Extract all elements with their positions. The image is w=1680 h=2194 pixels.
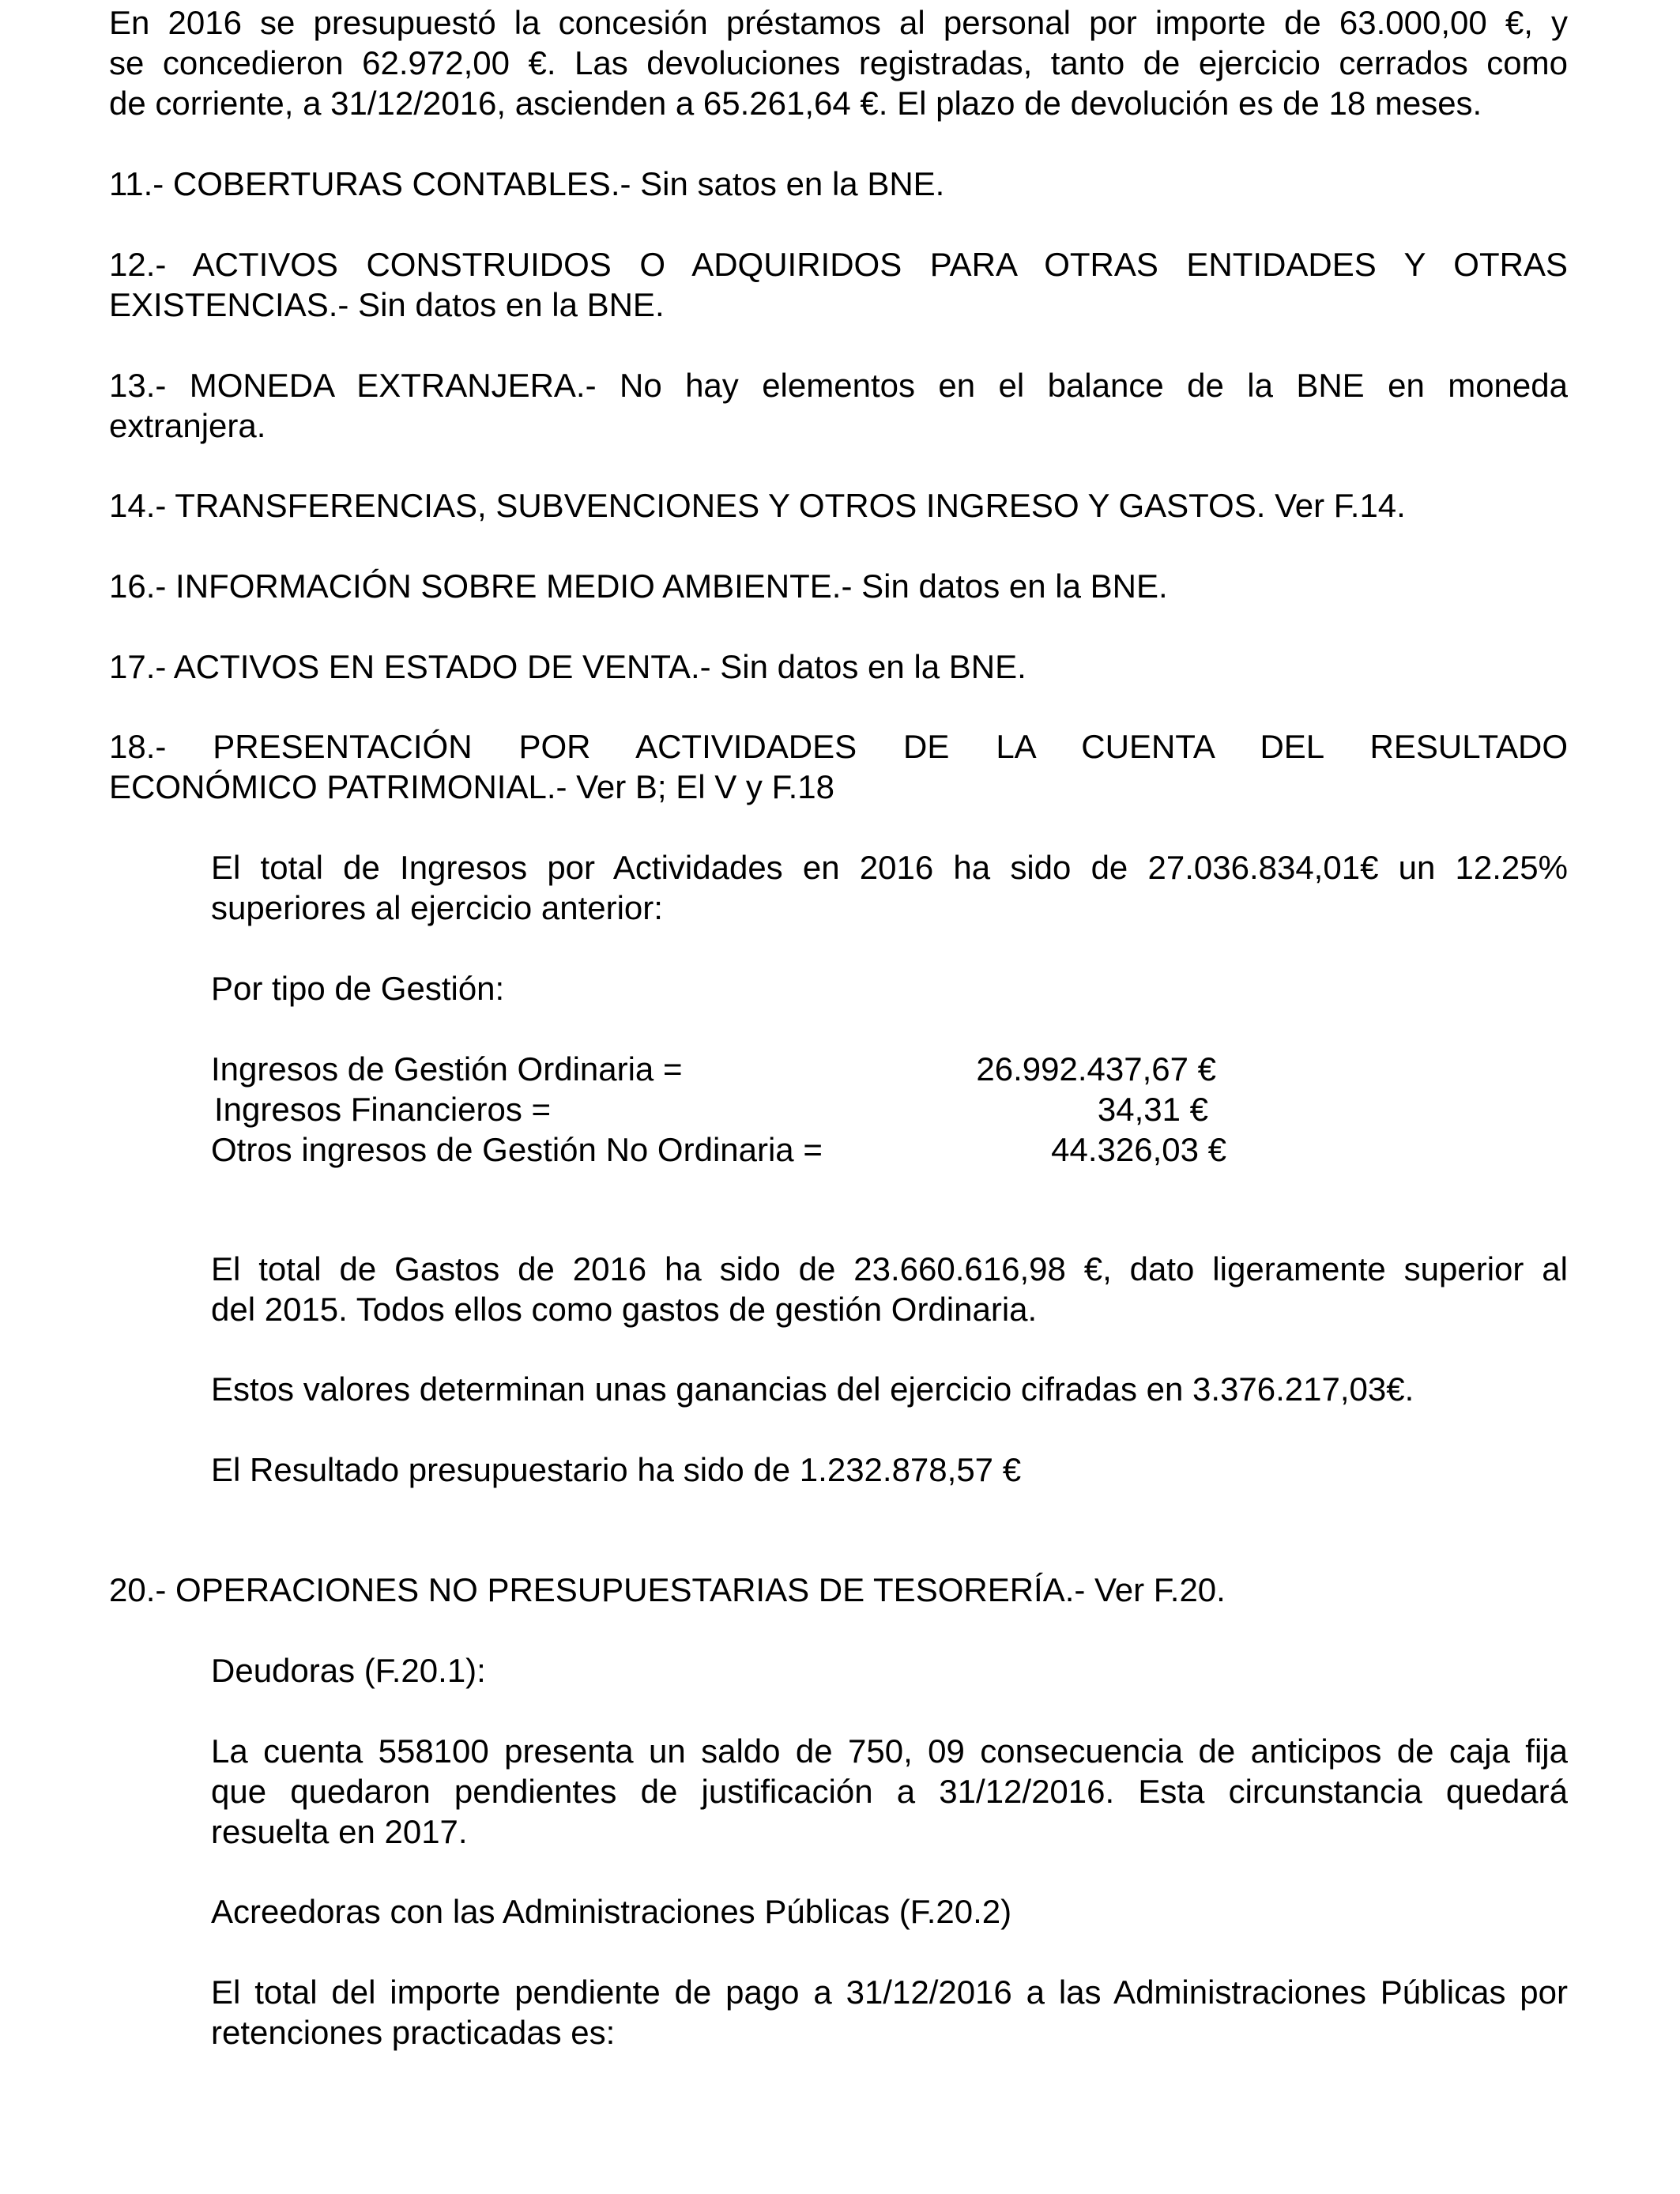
intro-paragraph bbox=[109, 2, 1568, 123]
section-17 bbox=[109, 647, 1568, 687]
acreedoras-heading: Acreedoras con las Administraciones Públicas (F.20.2) bbox=[211, 1893, 1012, 1930]
por-tipo-gestion bbox=[109, 968, 1568, 1008]
section-16-text: 16.- INFORMACIÓN SOBRE MEDIO AMBIENTE.- Sin datos en la BNE. bbox=[109, 567, 1168, 605]
ingresos-row bbox=[109, 1049, 1568, 1089]
total-pendiente-line-2: retenciones practicadas es: bbox=[211, 2014, 616, 2051]
resultado-text: El Resultado presupuestario ha sido de 1.232.878,57 € bbox=[211, 1451, 1022, 1488]
ingresos-row-value: 26.992.437,67 € bbox=[976, 1050, 1216, 1088]
ingresos-breakdown bbox=[109, 1049, 1568, 1170]
ingresos-paragraph bbox=[109, 847, 1568, 928]
cuenta-line-3: resuelta en 2017. bbox=[211, 1813, 468, 1850]
ingresos-row-label: Ingresos Financieros = bbox=[214, 1091, 552, 1128]
cuenta-paragraph bbox=[109, 1731, 1568, 1852]
section-14-text: 14.- TRANSFERENCIAS, SUBVENCIONES Y OTROS INGRESO Y GASTOS. Ver F.14. bbox=[109, 487, 1406, 524]
section-11-text: 11.- COBERTURAS CONTABLES.- Sin satos en la BNE. bbox=[109, 165, 945, 202]
section-16 bbox=[109, 566, 1568, 606]
intro-line-2: se concedieron 62.972,00 €. Las devoluciones registradas, tanto de ejercicio cerrados como bbox=[109, 44, 1568, 81]
ingresos-row bbox=[109, 1129, 1568, 1170]
acreedoras-heading-block bbox=[109, 1891, 1568, 1932]
ingresos-row-value: 44.326,03 € bbox=[1051, 1131, 1226, 1168]
gastos-line-1: El total de Gastos de 2016 ha sido de 23.660.616,98 €, dato ligeramente superior al bbox=[211, 1250, 1568, 1287]
section-13-line-2: extranjera. bbox=[109, 407, 266, 444]
section-18-line-2: ECONÓMICO PATRIMONIAL.- Ver B; El V y F.18 bbox=[109, 768, 834, 805]
total-pendiente-line-1: El total del importe pendiente de pago a 31/12/2016 a las Administraciones Públicas por bbox=[211, 1973, 1568, 2011]
total-pendiente-paragraph bbox=[109, 1972, 1568, 2053]
ganancias-text: Estos valores determinan unas ganancias del ejercicio cifradas en 3.376.217,03€. bbox=[211, 1370, 1414, 1408]
por-tipo-heading: Por tipo de Gestión: bbox=[211, 970, 505, 1007]
section-12-line-2: EXISTENCIAS.- Sin datos en la BNE. bbox=[109, 286, 665, 323]
intro-line-1: En 2016 se presupuestó la concesión préstamos al personal por importe de 63.000,00 €, y bbox=[109, 4, 1568, 41]
ingresos-line-1: El total de Ingresos por Actividades en 2016 ha sido de 27.036.834,01€ un 12.25% bbox=[211, 849, 1568, 886]
cuenta-line-1: La cuenta 558100 presenta un saldo de 750, 09 consecuencia de anticipos de caja fija bbox=[211, 1732, 1568, 1770]
intro-line-3: de corriente, a 31/12/2016, ascienden a 65.261,64 €. El plazo de devolución es de 18 meses. bbox=[109, 85, 1482, 122]
gastos-line-2: del 2015. Todos ellos como gastos de gestión Ordinaria. bbox=[211, 1291, 1038, 1328]
ingresos-row-label: Otros ingresos de Gestión No Ordinaria = bbox=[211, 1131, 823, 1168]
ganancias-paragraph bbox=[109, 1369, 1568, 1409]
section-18-heading bbox=[109, 726, 1568, 807]
section-20 bbox=[109, 1570, 1568, 1610]
deudoras-heading: Deudoras (F.20.1): bbox=[211, 1652, 486, 1689]
resultado-paragraph bbox=[109, 1449, 1568, 1490]
ingresos-row-value: 34,31 € bbox=[1097, 1091, 1208, 1128]
section-14 bbox=[109, 485, 1568, 526]
ingresos-row bbox=[109, 1089, 1568, 1129]
section-17-text: 17.- ACTIVOS EN ESTADO DE VENTA.- Sin datos en la BNE. bbox=[109, 648, 1026, 685]
section-13 bbox=[109, 365, 1568, 446]
section-12 bbox=[109, 244, 1568, 325]
section-12-line-1: 12.- ACTIVOS CONSTRUIDOS O ADQUIRIDOS PARA OTRAS ENTIDADES Y OTRAS bbox=[109, 246, 1568, 283]
section-13-line-1: 13.- MONEDA EXTRANJERA.- No hay elementos en el balance de la BNE en moneda bbox=[109, 367, 1568, 404]
cuenta-line-2: que quedaron pendientes de justificación a 31/12/2016. Esta circunstancia quedará bbox=[211, 1773, 1568, 1810]
section-18-line-1: 18.- PRESENTACIÓN POR ACTIVIDADES DE LA CUENTA DEL RESULTADO bbox=[109, 728, 1568, 765]
deudoras-heading-block bbox=[109, 1650, 1568, 1691]
section-11 bbox=[109, 164, 1568, 204]
ingresos-row-label: Ingresos de Gestión Ordinaria = bbox=[211, 1050, 683, 1088]
ingresos-line-2: superiores al ejercicio anterior: bbox=[211, 889, 663, 926]
section-20-text: 20.- OPERACIONES NO PRESUPUESTARIAS DE TESORERÍA.- Ver F.20. bbox=[109, 1571, 1226, 1608]
gastos-paragraph bbox=[109, 1249, 1568, 1329]
